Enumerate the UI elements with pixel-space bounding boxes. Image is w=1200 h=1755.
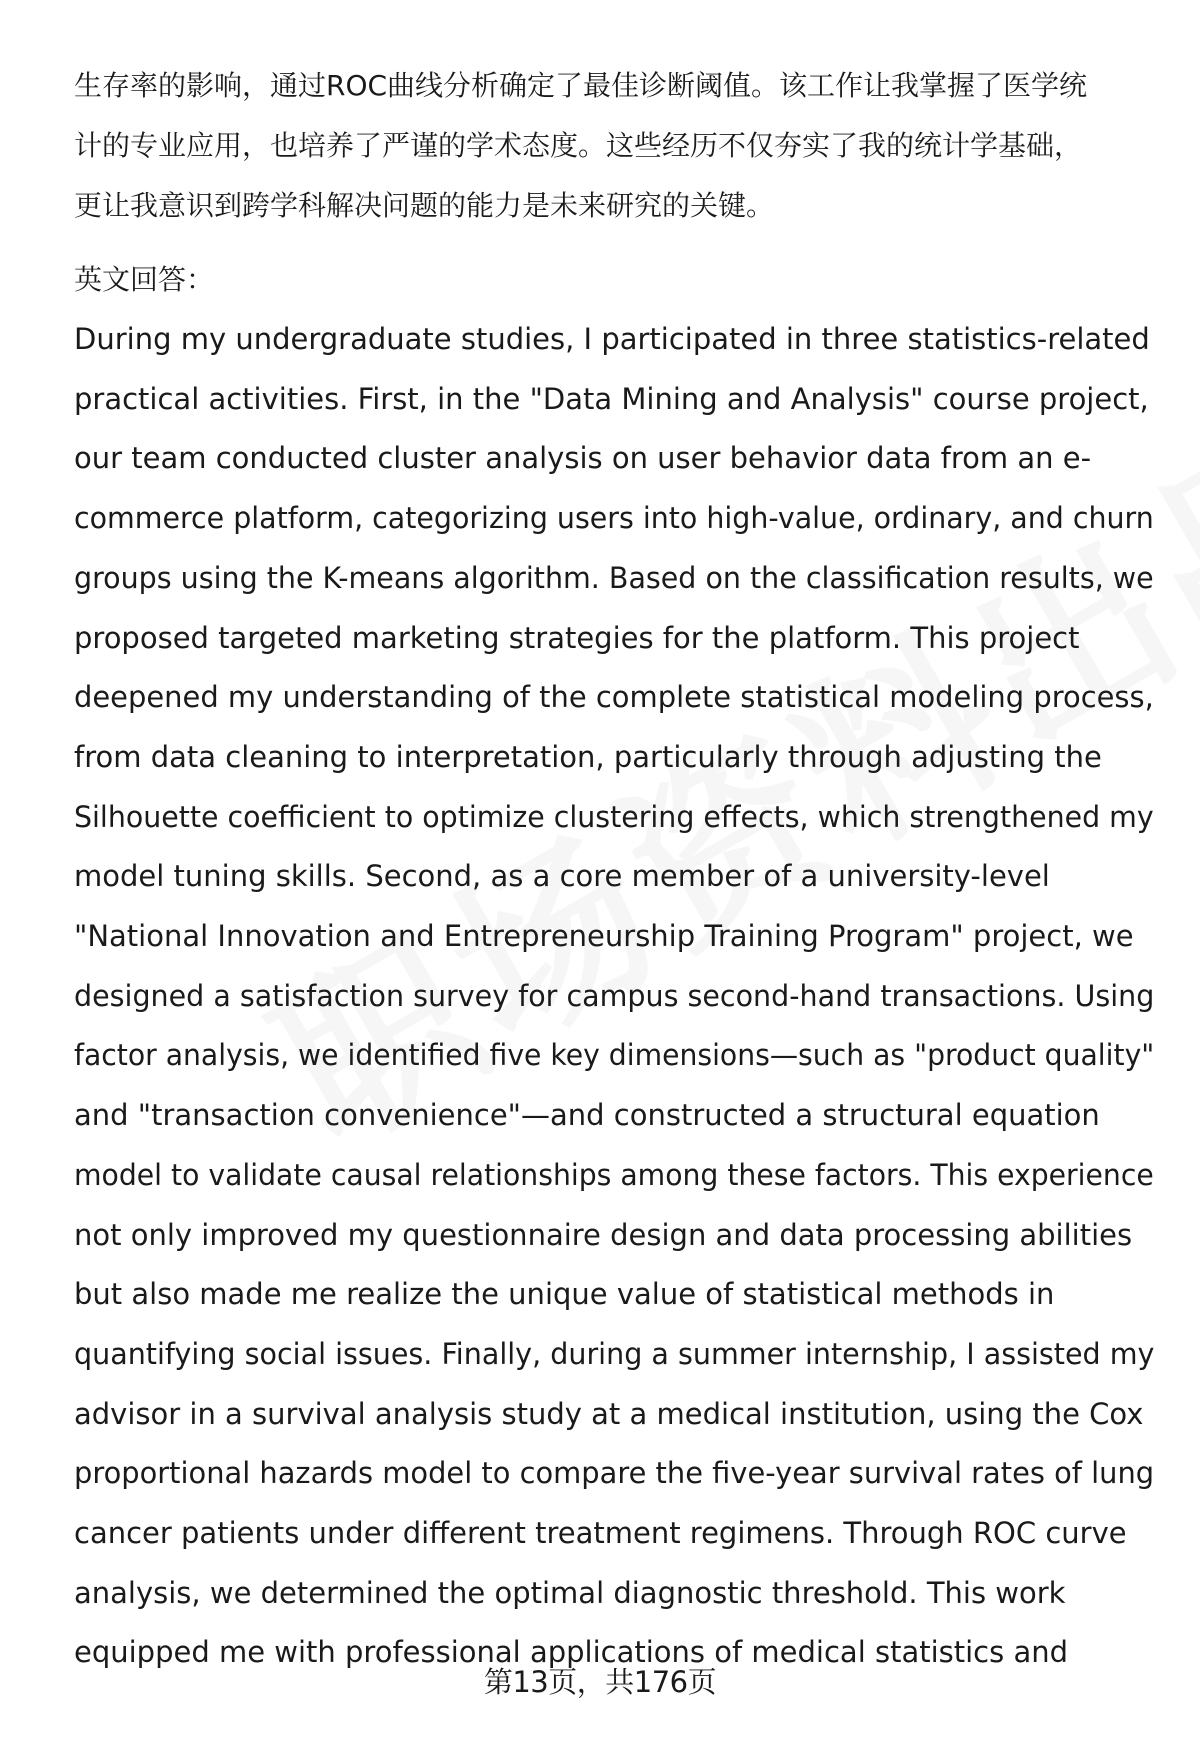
text-line: "National Innovation and Entrepreneurship Training Program" project, we	[74, 919, 1134, 954]
text-line: our team conducted cluster analysis on user behavior data from an e-	[74, 441, 1092, 476]
text-line: 更让我意识到跨学科解决问题的能力是未来研究的关键。	[74, 189, 775, 222]
text-line: practical activities. First, in the "Data Mining and Analysis" course project,	[74, 381, 1149, 416]
text-line: 生存率的影响，通过ROC曲线分析确定了最佳诊断阈值。该工作让我掌握了医学统	[74, 69, 1088, 102]
text-line: equipped me with professional applications of medical statistics and	[74, 1635, 1069, 1670]
text-line: model to validate causal relationships among these factors. This experience	[74, 1157, 1154, 1192]
text-line: model tuning skills. Second, as a core member of a university-level	[74, 859, 1050, 894]
text-line: During my undergraduate studies, I participated in three statistics-related	[74, 322, 1150, 356]
text-line: from data cleaning to interpretation, particularly through adjusting the	[74, 739, 1102, 774]
text-line: cancer patients under different treatment regimens. Through ROC curve	[74, 1516, 1127, 1551]
text-line: Silhouette coefficient to optimize clustering effects, which strengthened my	[74, 799, 1154, 834]
text-line: quantifying social issues. Finally, during a summer internship, I assisted my	[74, 1336, 1155, 1371]
page-content	[74, 56, 1154, 1683]
chinese-paragraph	[74, 56, 1154, 236]
text-line: designed a satisfaction survey for campus second-hand transactions. Using	[74, 978, 1155, 1013]
text-line: 计的专业应用，也培养了严谨的学术态度。这些经历不仅夯实了我的统计学基础，	[74, 129, 1083, 162]
text-line: commerce platform, categorizing users into high-value, ordinary, and churn	[74, 501, 1154, 536]
text-line: and "transaction convenience"—and constructed a structural equation	[74, 1098, 1100, 1133]
text-line: factor analysis, we identified five key dimensions—such as "product quality"	[74, 1038, 1155, 1073]
english-paragraph	[74, 310, 1154, 1683]
text-line: proposed targeted marketing strategies for the platform. This project	[74, 620, 1080, 655]
text-line: not only improved my questionnaire design and data processing abilities	[74, 1217, 1133, 1252]
page-number: 第13页，共176页	[483, 1665, 717, 1699]
section-heading: 英文回答：	[74, 263, 215, 296]
text-line: but also made me realize the unique value of statistical methods in	[74, 1277, 1055, 1312]
text-line: advisor in a survival analysis study at a medical institution, using the Cox	[74, 1396, 1144, 1431]
text-line: analysis, we determined the optimal diagnostic threshold. This work	[74, 1575, 1066, 1610]
text-line: proportional hazards model to compare the five-year survival rates of lung	[74, 1456, 1155, 1491]
text-line: groups using the K-means algorithm. Based on the classification results, we	[74, 560, 1154, 595]
text-line: deepened my understanding of the complete statistical modeling process,	[74, 680, 1154, 715]
